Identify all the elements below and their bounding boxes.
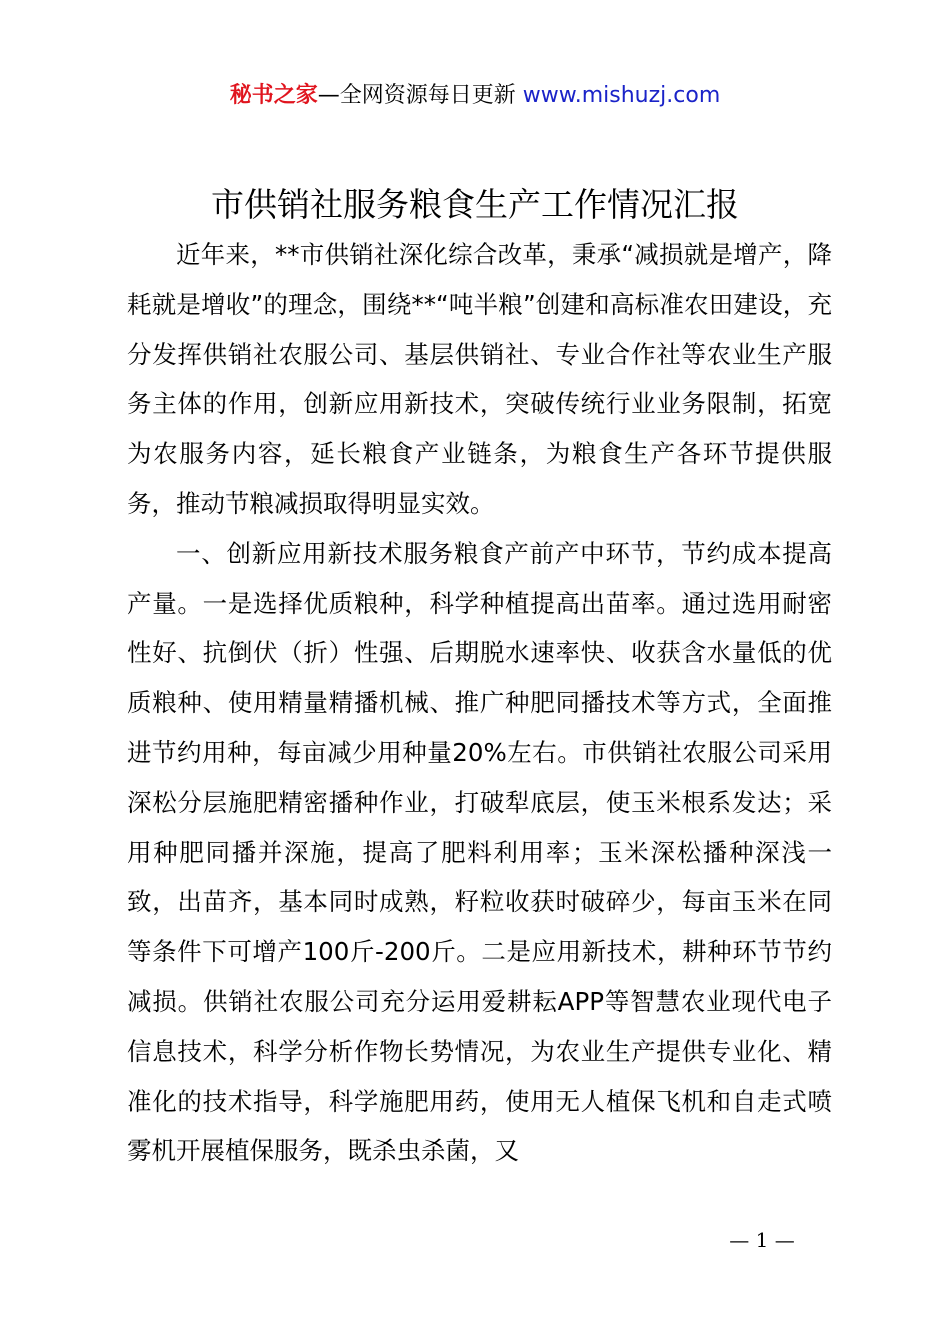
document-body — [127, 230, 832, 1176]
document-title: 市供销社服务粮食生产工作情况汇报 — [211, 185, 739, 224]
site-tagline: —全网资源每日更新 — [317, 83, 523, 108]
site-brand: 秘书之家 — [229, 83, 318, 108]
paragraph-intro: 近年来，**市供销社深化综合改革，秉承“减损就是增产，降耗就是增收”的理念，围绕**“吨半粮”创建和高标准农田建设，充分发挥供销社农服公司、基层供销社、专业合作社等农业生产服务主体的作用，创新应用新技术，突破传统行业业务限制，拓宽为农服务内容，延长粮食产业链条，为粮食生产各环节提供服务，推动节粮减损取得明显实效。 — [127, 240, 832, 518]
site-header — [0, 80, 950, 112]
page-number: — 1 — — [729, 1228, 795, 1252]
paragraph-section-1: 一、创新应用新技术服务粮食产前产中环节，节约成本提高产量。一是选择优质粮种，科学种植提高出苗率。通过选用耐密性好、抗倒伏（折）性强、后期脱水速率快、收获含水量低的优质粮种、使用精量精播机械、推广种肥同播技术等方式，全面推进节约用种，每亩减少用种量20%左右。市供销社农服公司采用深松分层施肥精密播种作业，打破犁底层，使玉米根系发达；采用种肥同播并深施，提高了肥料利用率；玉米深松播种深浅一致，出苗齐，基本同时成熟，籽粒收获时破碎少，每亩玉米在同等条件下可增产100斤-200斤。二是应用新技术，耕种环节节约减损。供销社农服公司充分运用爱耕耘APP等智慧农业现代电子信息技术，科学分析作物长势情况，为农业生产提供专业化、精准化的技术指导，科学施肥用药，使用无人植保飞机和自走式喷雾机开展植保服务，既杀虫杀菌，又 — [127, 538, 832, 1166]
site-url[interactable]: www.mishuzj.com — [522, 83, 721, 108]
